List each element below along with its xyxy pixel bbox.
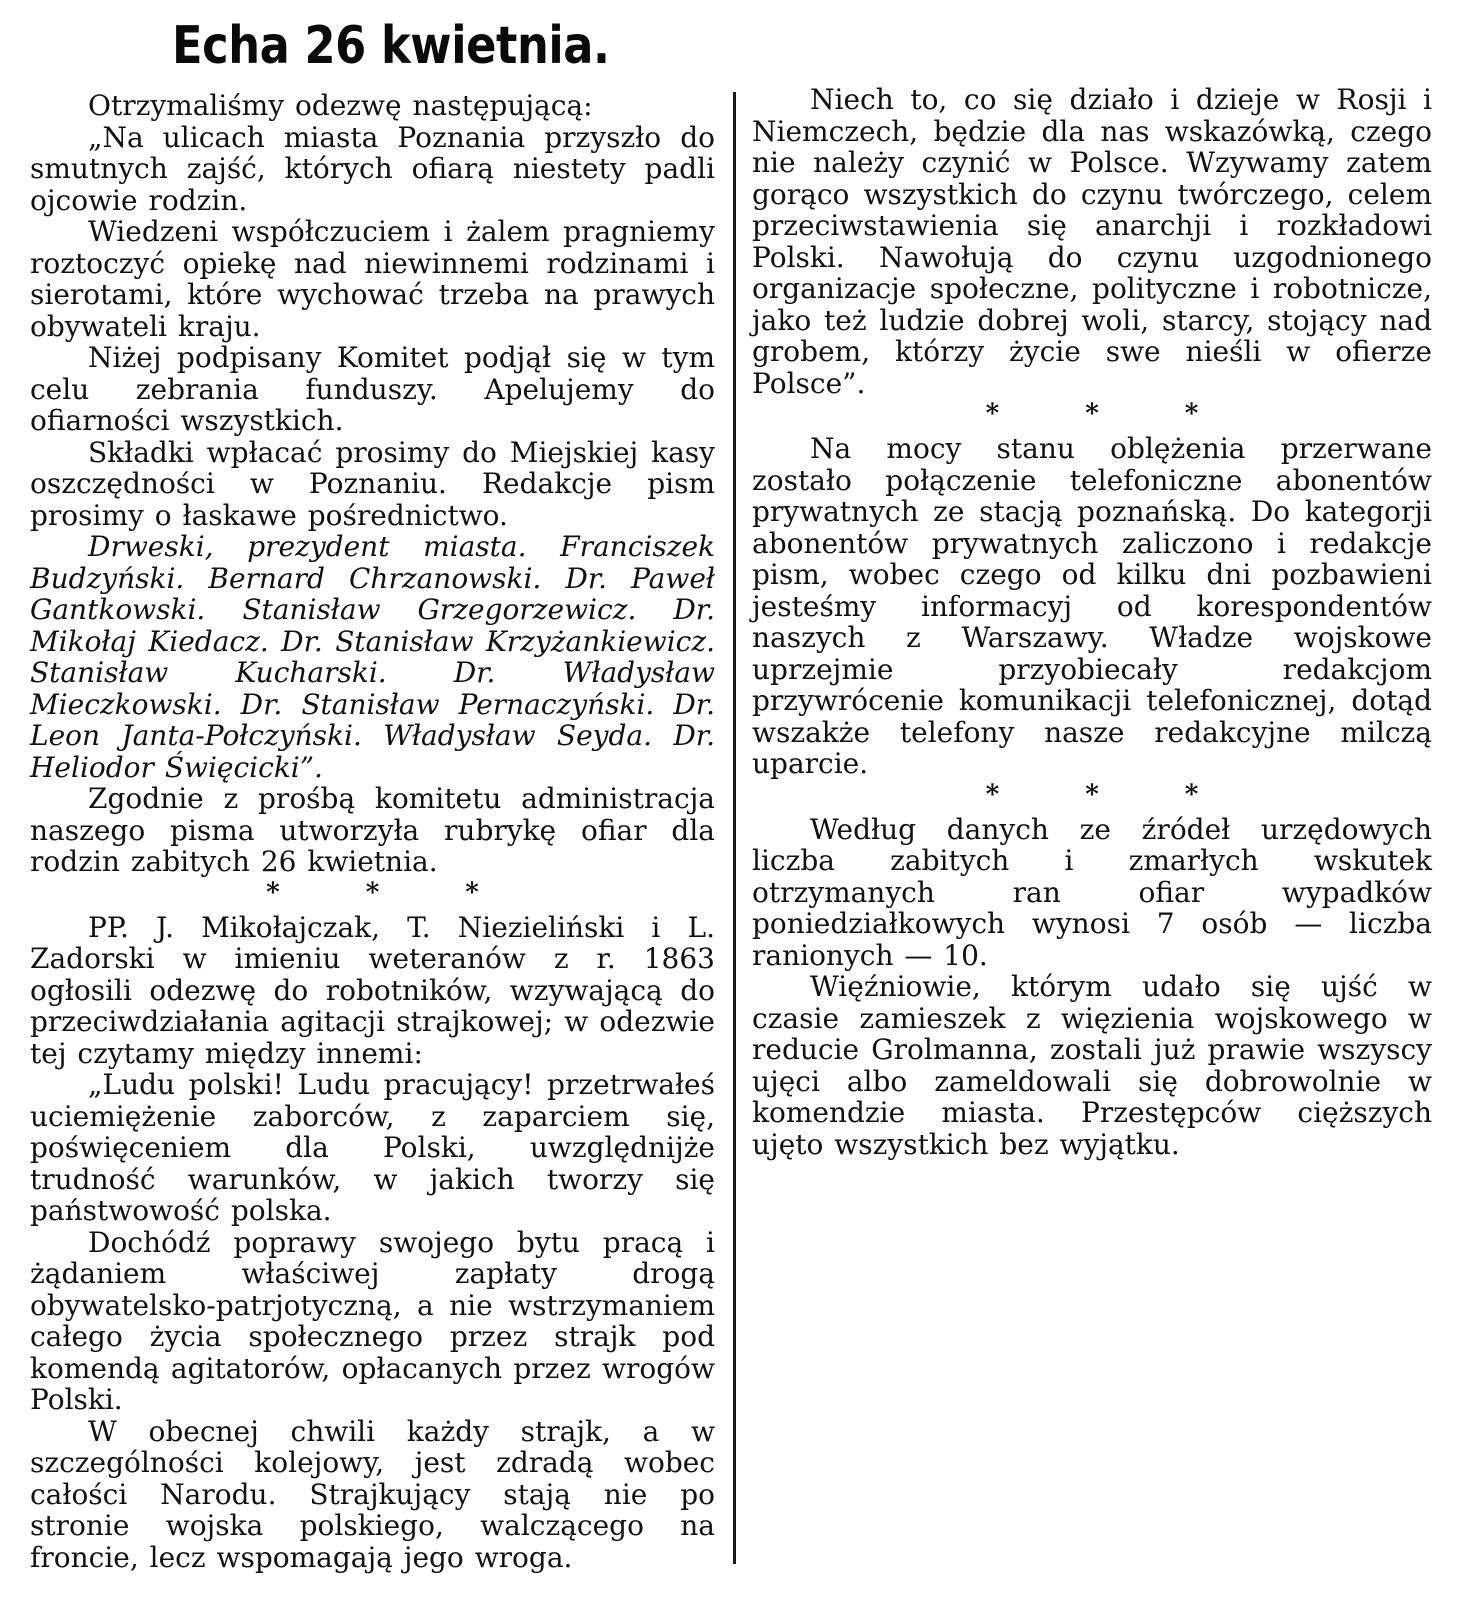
paragraph-intro: Otrzymaliśmy odezwę następującą: (88, 89, 593, 122)
separator-star: * (1085, 399, 1099, 429)
separator-star: * (1184, 779, 1199, 810)
separator-star: * (266, 877, 280, 908)
separator-star: * (1184, 399, 1199, 429)
column-divider (733, 92, 736, 1564)
section-separator (752, 780, 1432, 810)
paragraph-quote-strike: W obecnej chwili każdy strajk, a w szczególności kolejowy, jest zdradą wobec całości Narodu. Strajkujący stają nie po stronie wojska polskiego, walczącego na froncie, lecz wspomagają jego wroga. (30, 1414, 715, 1574)
separator-star: * (985, 779, 1000, 810)
paragraph-casualties: Według danych ze źródeł urzędowych liczba zabitych i zmarłych wskutek otrzymanych ran ofiar wypadków poniedziałkowych wynosi 7 osób — liczba ranionych — 10. (752, 812, 1432, 972)
committee-signatures: Drweski, prezydent miasta. Franciszek Budzyński. Bernard Chrzanowski. Dr. Paweł Gantkowski. Stanisław Grzegorzewicz. Dr. Mikołaj Kiedacz. Dr. Stanisław Krzyżankiewicz. Stanisław Kucharski. Dr. Władysław Mieczkowski. Dr. Stanisław Pernaczyński. Dr. Leon Janta-Połczyński. Władysław Seyda. Dr. Heliodor Święcicki”. (30, 530, 715, 784)
paragraph-quote-work: Dochódź poprawy swojego bytu pracą i żądaniem właściwej zapłaty drogą obywatelsko-patrjotyczną, a nie wstrzymaniem całego życia społecznego przez strajk pod komendą agitatorów, opłacanych przez wrogów Polski. (30, 1225, 715, 1416)
paragraph-appeal-donations: Składki wpłacać prosimy do Miejskiej kasy oszczędności w Poznaniu. Redakcje pism prosimy o łaskawe pośrednictwo. (30, 435, 715, 532)
paragraph-quote-people: „Ludu polski! Ludu pracujący! przetrwałeś uciemiężenie zaborców, z zaparciem się, poświęceniem dla Polski, uwzględnijże trudność warunków, w jakich tworzy się państwowość polska. (30, 1068, 715, 1227)
paragraph-appeal-care: Wiedzeni współczuciem i żalem pragniemy roztoczyć opiekę nad niewinnemi rodzinami i sierotami, które wychować trzeba na prawych obywateli kraju. (30, 215, 715, 343)
separator-star: * (465, 877, 479, 908)
separator-star: * (985, 399, 1000, 429)
paragraph-quote-conclusion: Niech to, co się działo i dzieje w Rosji i Niemczech, będzie dla nas wskazówką, czego nie należy czynić w Polsce. Wzywamy zatem gorąco wszystkich do czynu twórczego, celem przeciwstawienia się anarchji i rozkładowi Polski. Nawołują do czynu uzgodnionego organizacje społeczne, polityczne i robotnicze, jako też ludzie dobrej woli, starcy, stojący nad grobem, którzy życie swe nieśli w ofierze Polsce”. (752, 83, 1432, 400)
paragraph-veterans: PP. J. Mikołajczak, T. Niezieliński i L. Zadorski w imieniu weteranów z r. 1863 ogłosili odezwę do robotników, wzywającą do przeciwdziałania agitacji strajkowej; w odezwie tej czytamy między innemi: (30, 910, 715, 1070)
section-separator (30, 878, 715, 908)
paragraph-telephone: Na mocy stanu oblężenia przerwane zostało połączenie telefoniczne abonentów prywatnych ze stacją poznańską. Do kategorji abonentów prywatnych zaliczono i redakcje pism, wobec czego od kilku dni pozbawieni jesteśmy informacyj od korespondentów naszych z Warszawy. Władze wojskowe uprzejmie przyobiecały redakcjom przywrócenie komunikacji telefonicznej, dotąd wszakże telefony nasze redakcyjne milczą uparcie. (752, 432, 1432, 780)
separator-star: * (1085, 779, 1099, 810)
left-column (30, 90, 715, 1573)
paragraph-administration: Zgodnie z prośbą komitetu administracja naszego pisma utworzyła rubrykę ofiar dla rodzin zabitych 26 kwietnia. (30, 782, 715, 878)
article-title: Echa 26 kwietnia. (172, 16, 610, 76)
separator-star: * (365, 877, 380, 908)
paragraph-appeal-committee: Niżej podpisany Komitet podjął się w tym celu zebrania funduszy. Apelujemy do ofiarności wszystkich. (30, 341, 715, 437)
right-column (752, 84, 1432, 1160)
paragraph-prisoners: Więźniowie, którym udało się ujść w czasie zamieszek z więzienia wojskowego w reducie Grolmanna, zostali już prawie wszyscy ujęci albo zameldowali się dobrowolnie w komendzie miasta. Przestępców cięższych ujęto wszystkich bez wyjątku. (752, 970, 1432, 1161)
section-separator (752, 399, 1432, 429)
paragraph-appeal-opening: „Na ulicach miasta Poznania przyszło do smutnych zajść, których ofiarą niestety padli ojcowie rodzin. (30, 120, 715, 217)
